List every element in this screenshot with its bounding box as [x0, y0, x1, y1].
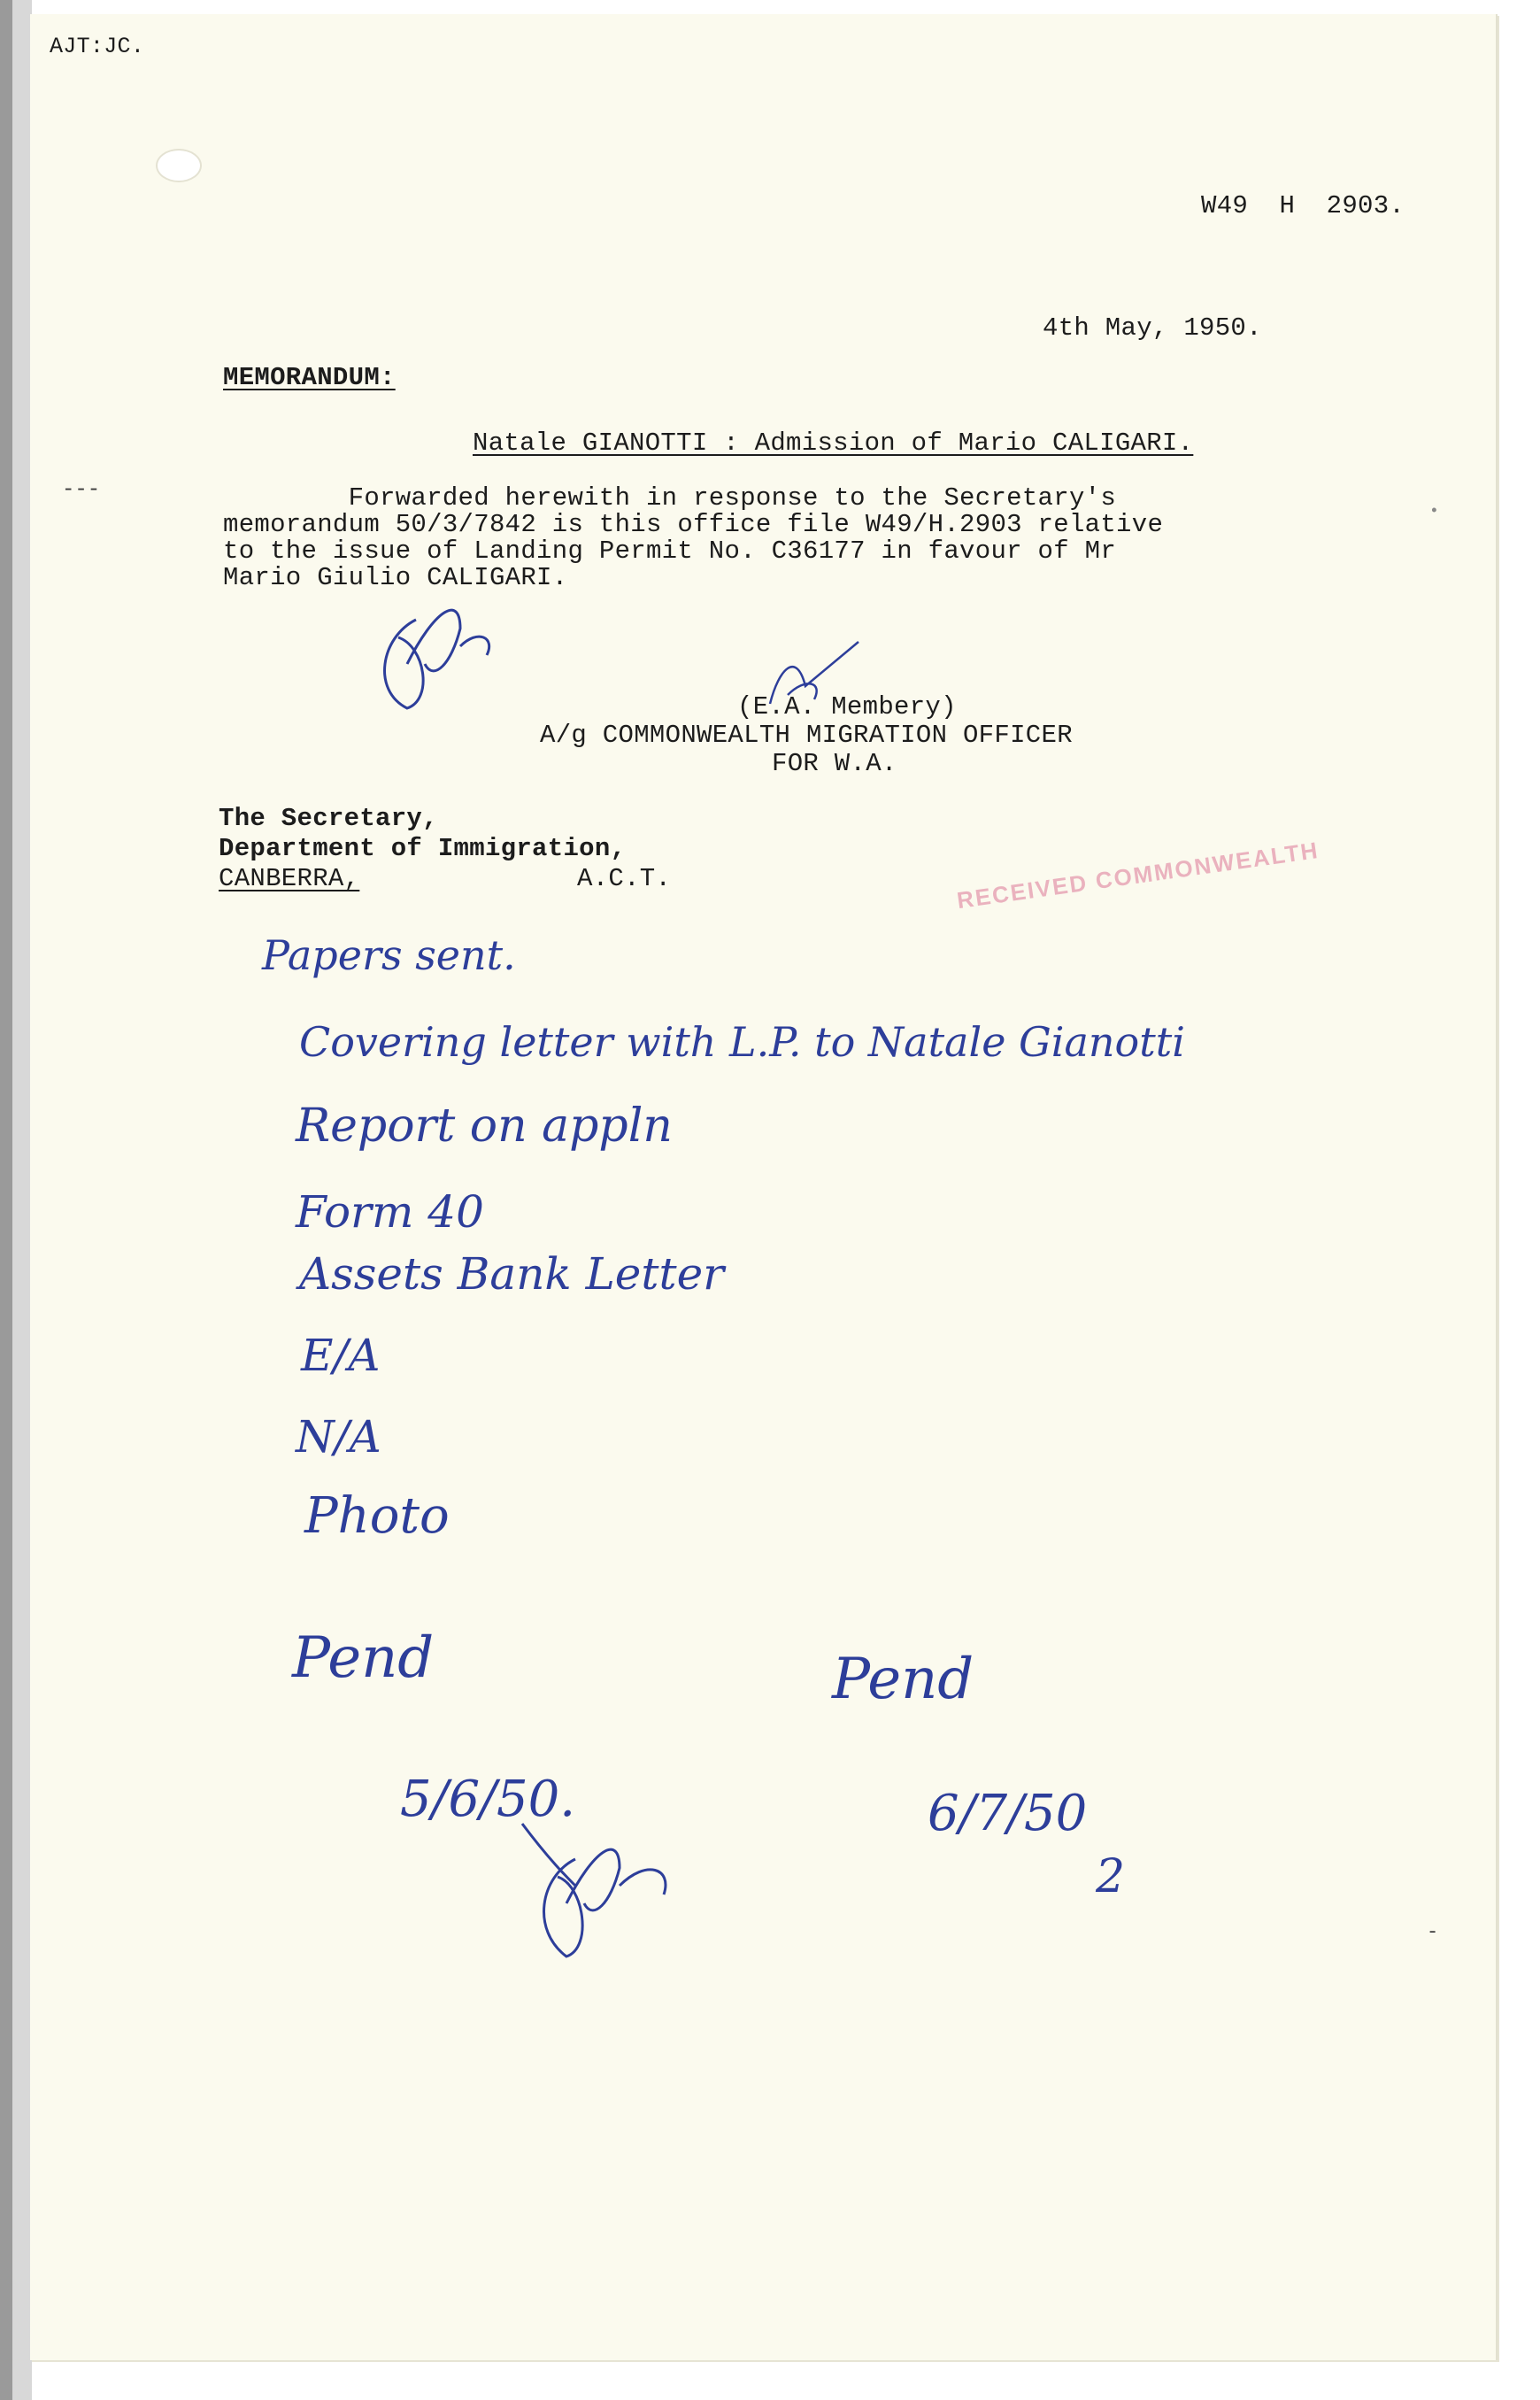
- initials-signature: [363, 584, 522, 717]
- pend-mark-right: 2: [1096, 1850, 1126, 1903]
- memo-heading: MEMORANDUM:: [223, 363, 396, 392]
- margin-dot: •: [1429, 503, 1439, 521]
- scan-edge-shadow: [12, 0, 32, 2400]
- signatory-location: FOR W.A.: [772, 749, 897, 778]
- margin-dash: -: [1427, 1921, 1439, 1943]
- pend-date-right: 6/7/50: [928, 1785, 1088, 1842]
- signatory-name: (E.A. Membery): [737, 692, 957, 722]
- reference-initials: AJT:JC.: [50, 34, 145, 59]
- memo-body-line: to the issue of Landing Permit No. C36177 in favour of Mr: [223, 536, 1117, 566]
- handwritten-item: Form 40: [296, 1186, 484, 1238]
- handwritten-item: Report on appln: [296, 1100, 673, 1153]
- memo-body-line: memorandum 50/3/7842 is this office file W49/H.2903 relative: [223, 510, 1164, 539]
- punch-hole: [158, 150, 200, 181]
- pend-note-right: Pend: [832, 1647, 974, 1712]
- signatory-title: A/g COMMONWEALTH MIGRATION OFFICER: [540, 721, 1073, 750]
- handwritten-item: Photo: [304, 1487, 450, 1545]
- addressee-line2: Department of Immigration,: [219, 834, 627, 863]
- pend-date-left: 5/6/50.: [400, 1771, 576, 1828]
- handwritten-item: Covering letter with L.P. to Natale Gianotti: [299, 1018, 1185, 1066]
- scan-edge: [0, 0, 12, 2400]
- received-stamp: RECEIVED COMMONWEALTH: [955, 836, 1321, 914]
- memo-body-line: Mario Giulio CALIGARI.: [223, 563, 568, 592]
- addressee-territory: A.C.T.: [577, 864, 672, 893]
- handwritten-item: E/A: [301, 1330, 381, 1381]
- memo-date: 4th May, 1950.: [1043, 313, 1262, 343]
- pend-initials-signature: [522, 1806, 699, 1965]
- file-number: W49 H 2903.: [1201, 191, 1405, 220]
- addressee-line1: The Secretary,: [219, 804, 438, 833]
- memo-body-line: Forwarded herewith in response to the Secretary's: [223, 483, 1117, 513]
- margin-dash: ---: [62, 478, 101, 502]
- handwritten-title: Papers sent.: [262, 931, 516, 979]
- handwritten-item: Assets Bank Letter: [299, 1248, 725, 1300]
- memo-subject: Natale GIANOTTI : Admission of Mario CALIGARI.: [473, 428, 1194, 458]
- addressee-city: CANBERRA,: [219, 864, 360, 893]
- handwritten-item: N/A: [296, 1411, 381, 1462]
- pend-note-left: Pend: [292, 1625, 435, 1691]
